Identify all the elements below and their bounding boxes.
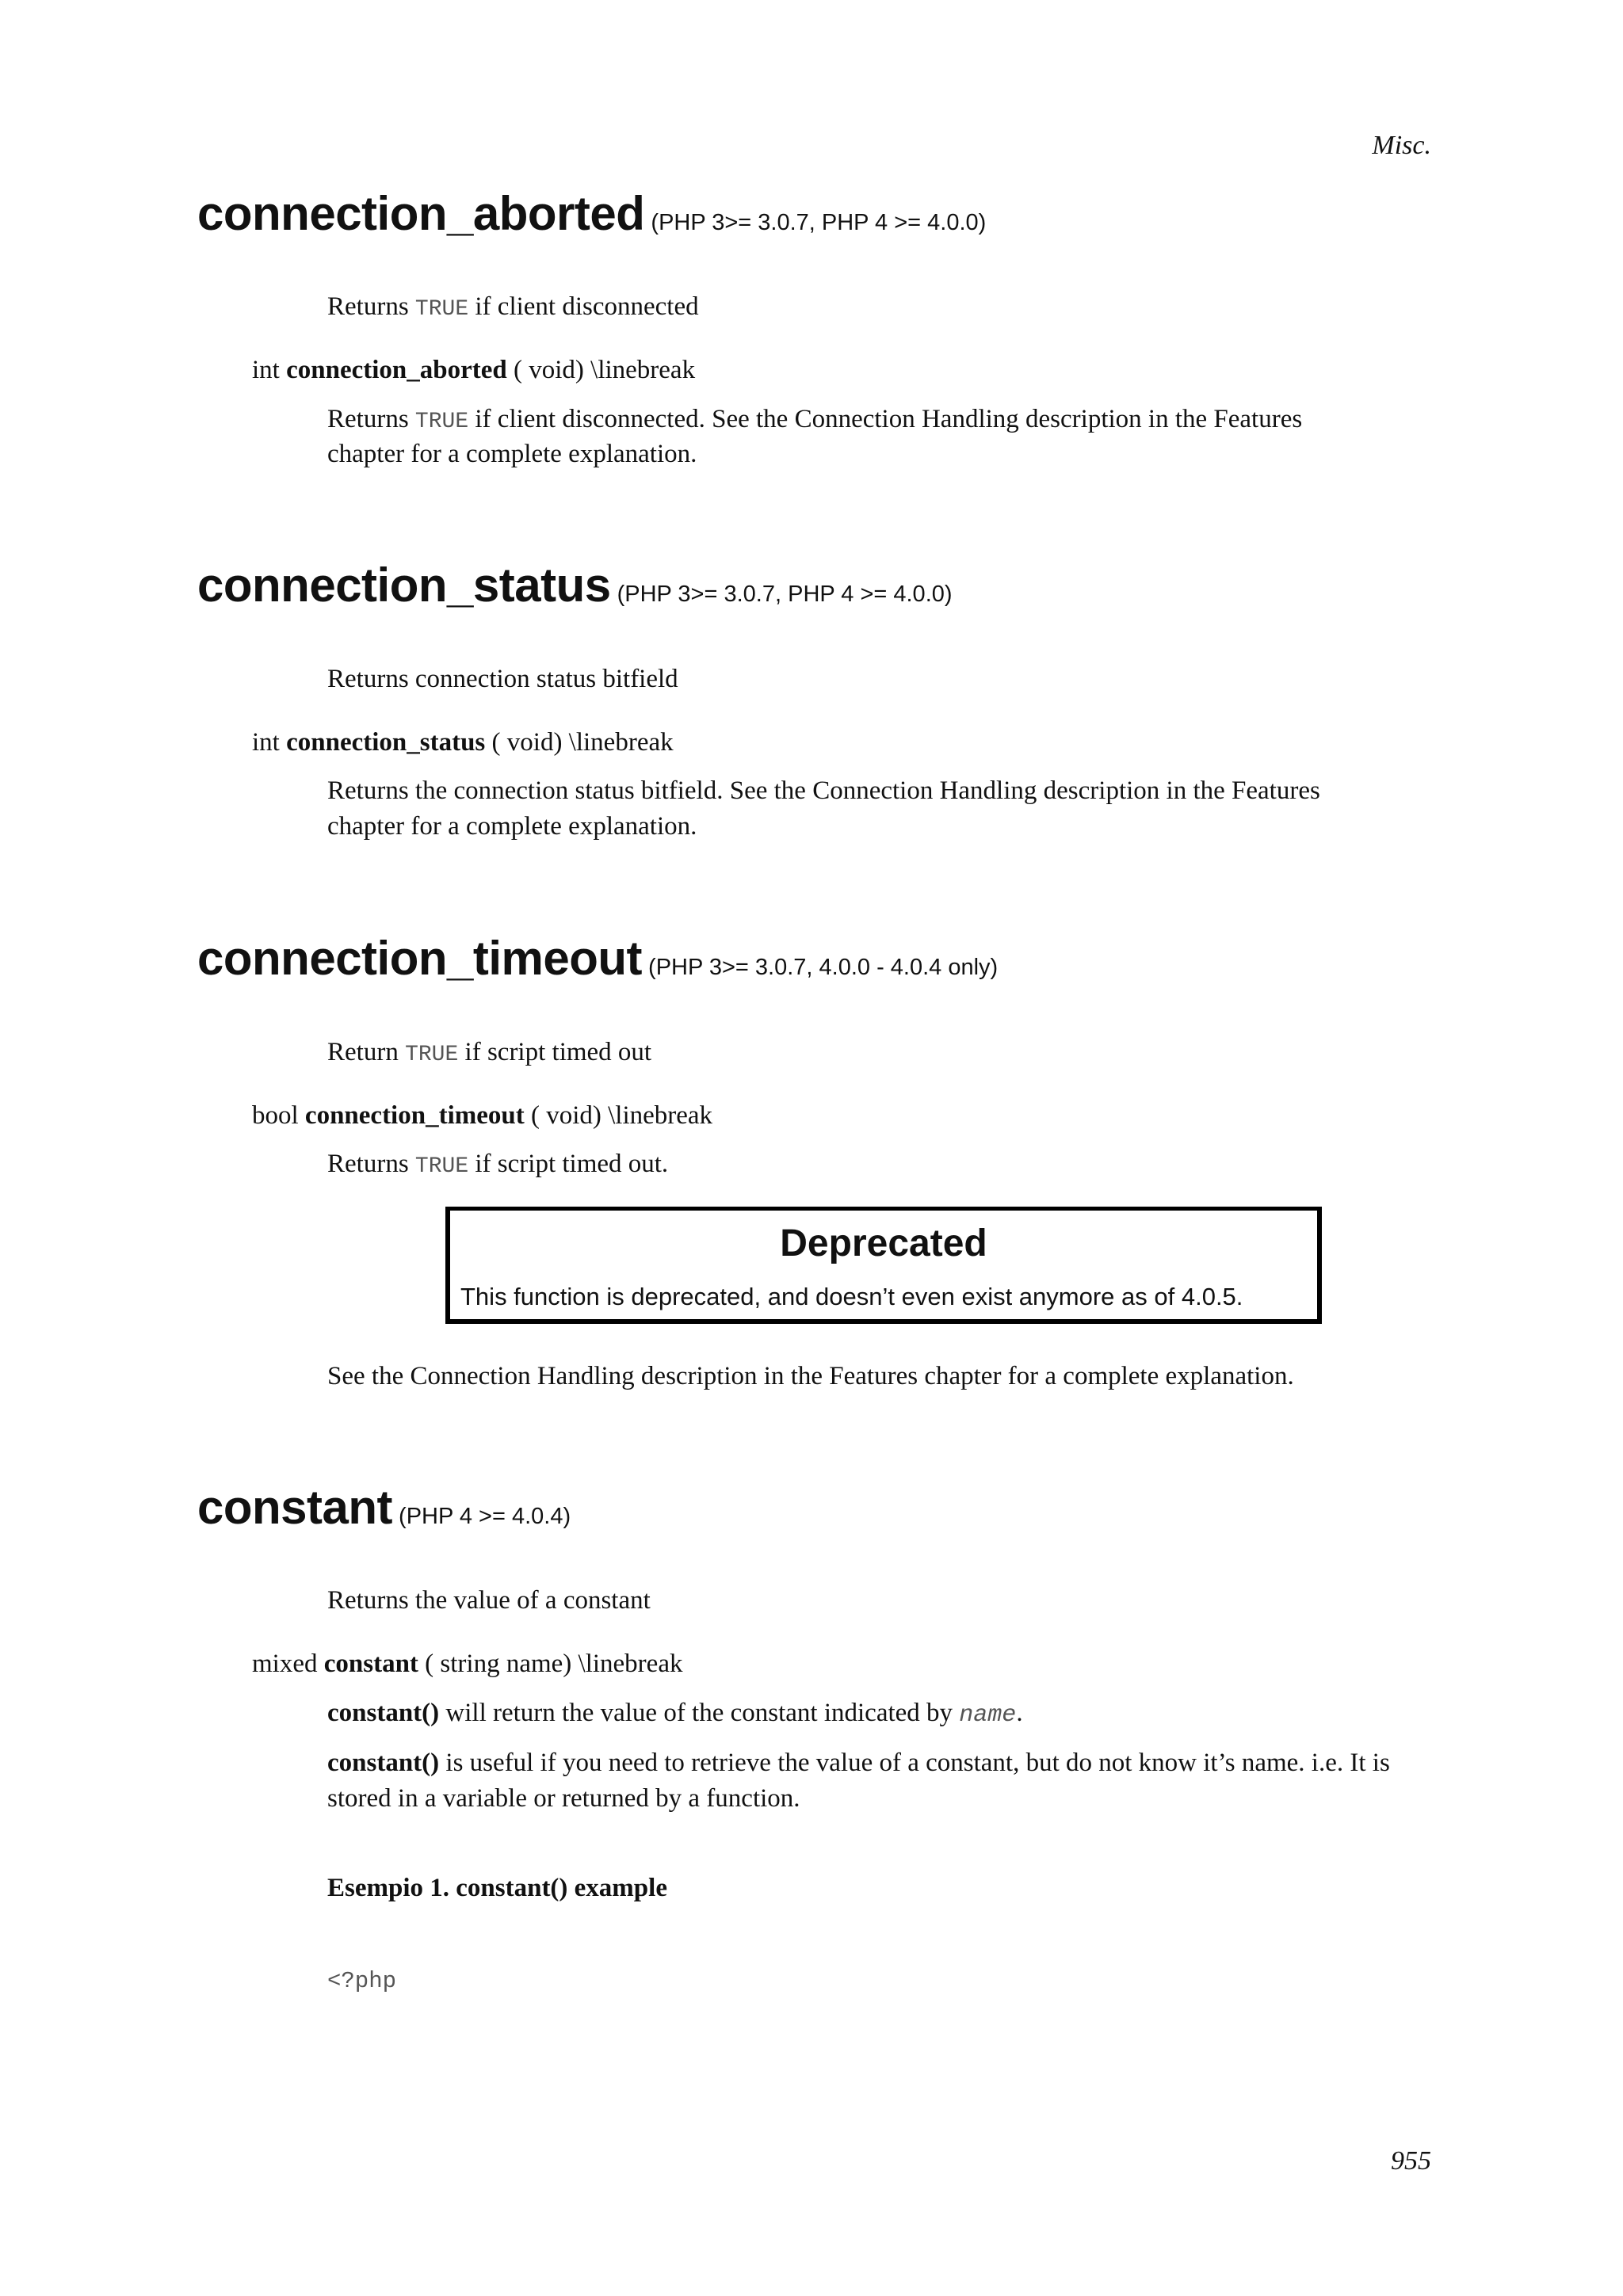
text: Returns xyxy=(327,292,415,321)
return-type: int xyxy=(252,356,287,384)
function-heading xyxy=(197,1480,571,1544)
function-summary: Returns connection status bitfield xyxy=(327,665,678,693)
function-name: constant xyxy=(197,1481,393,1534)
example-title: Esempio 1. constant() example xyxy=(327,1874,667,1902)
description-line: See the Connection Handling description in the Features chapter for a complete explanation. xyxy=(327,1362,1294,1390)
description-line xyxy=(327,402,1302,440)
function-heading xyxy=(197,931,998,995)
function-signature xyxy=(252,1646,682,1681)
text: if client disconnected. See the Connection Handling description in the Features xyxy=(468,405,1303,433)
version-info: (PHP 3>= 3.0.7, PHP 4 >= 4.0.0) xyxy=(617,582,953,607)
function-summary xyxy=(327,289,699,327)
signature-args: ( void) \linebreak xyxy=(524,1101,713,1130)
text: . xyxy=(1016,1699,1023,1727)
function-name: connection_status xyxy=(197,559,611,612)
description-line xyxy=(327,1146,668,1184)
text: Returns xyxy=(327,1150,415,1178)
function-signature xyxy=(252,1098,712,1133)
function-heading xyxy=(197,558,953,622)
function-ref: constant() xyxy=(327,1699,440,1727)
code-literal: TRUE xyxy=(414,410,469,434)
text: Return xyxy=(327,1038,406,1066)
running-header: Misc. xyxy=(1372,131,1431,160)
function-summary xyxy=(327,1035,651,1073)
description-line: Returns the connection status bitfield. See the Connection Handling description in the Features xyxy=(327,776,1320,805)
description-line: chapter for a complete explanation. xyxy=(327,812,697,841)
text: is useful if you need to retrieve the value of a constant, but do not know it’s name. i.e. It is xyxy=(439,1749,1390,1777)
code-literal: TRUE xyxy=(414,297,469,322)
text: if script timed out. xyxy=(468,1150,669,1178)
function-name: connection_aborted xyxy=(197,187,645,240)
function-name: connection_timeout xyxy=(197,932,643,985)
signature-name: constant xyxy=(323,1650,418,1678)
signature-args: ( string name) \linebreak xyxy=(418,1650,683,1678)
version-info: (PHP 3>= 3.0.7, 4.0.0 - 4.0.4 only) xyxy=(648,955,999,980)
deprecated-note-box xyxy=(445,1207,1322,1324)
function-ref: constant() xyxy=(327,1749,440,1777)
code-line: <?php xyxy=(327,1968,397,1994)
page-number: 955 xyxy=(1391,2146,1431,2176)
return-type: bool xyxy=(252,1101,305,1130)
function-signature xyxy=(252,725,674,760)
signature-name: connection_status xyxy=(286,728,486,757)
code-literal: TRUE xyxy=(405,1043,459,1067)
version-info: (PHP 4 >= 4.0.4) xyxy=(399,1504,571,1529)
function-summary: Returns the value of a constant xyxy=(327,1586,651,1615)
function-heading xyxy=(197,186,986,250)
signature-args: ( void) \linebreak xyxy=(506,356,696,384)
version-info: (PHP 3>= 3.0.7, PHP 4 >= 4.0.0) xyxy=(651,210,987,235)
signature-args: ( void) \linebreak xyxy=(485,728,674,757)
text: if script timed out xyxy=(458,1038,652,1066)
return-type: mixed xyxy=(252,1650,324,1678)
description-line xyxy=(327,1695,1023,1733)
description-line: stored in a variable or returned by a function. xyxy=(327,1784,800,1813)
signature-name: connection_timeout xyxy=(304,1101,525,1130)
return-type: int xyxy=(252,728,287,757)
note-text: This function is deprecated, and doesn’t even exist anymore as of 4.0.5. xyxy=(460,1283,1243,1310)
signature-name: connection_aborted xyxy=(286,356,507,384)
description-line: chapter for a complete explanation. xyxy=(327,440,697,468)
note-title: Deprecated xyxy=(780,1222,987,1264)
text: Returns xyxy=(327,405,415,433)
text: will return the value of the constant indicated by xyxy=(439,1699,960,1727)
text: if client disconnected xyxy=(468,292,699,321)
parameter-ref: name xyxy=(959,1702,1017,1729)
function-signature xyxy=(252,353,695,387)
code-literal: TRUE xyxy=(414,1154,469,1179)
description-line xyxy=(327,1745,1390,1780)
